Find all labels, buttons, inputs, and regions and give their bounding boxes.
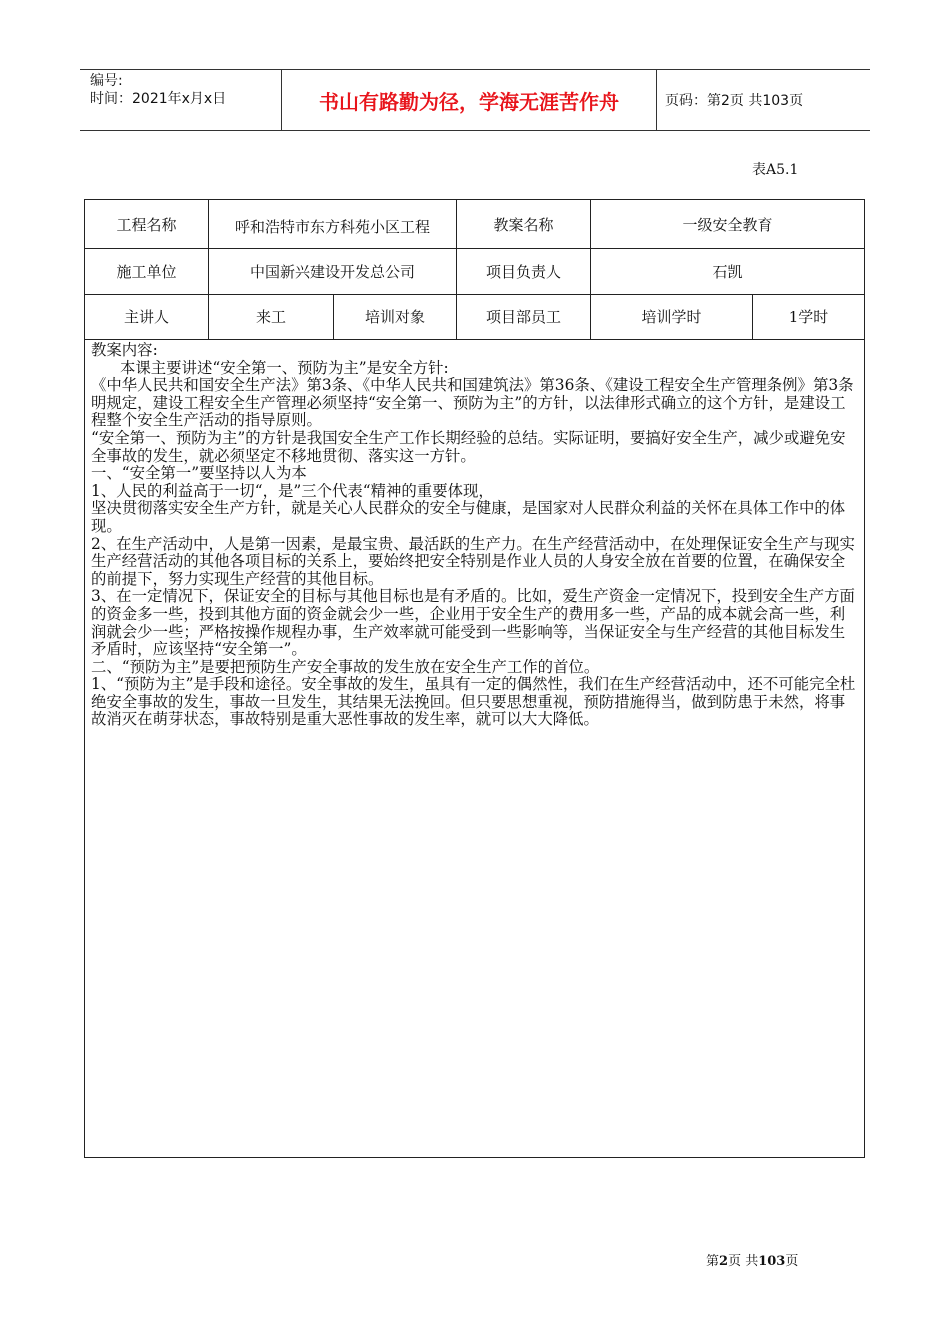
manager-value: 石凯 <box>712 262 743 281</box>
page-header <box>80 69 870 131</box>
lecturer-value: 来工 <box>255 308 286 326</box>
row-divider <box>85 339 864 340</box>
manager-label: 项目负责人 <box>485 262 561 281</box>
page-footer <box>706 1250 798 1269</box>
footer-prefix: 第 <box>706 1254 720 1269</box>
footer-total-pages: 103 <box>758 1254 786 1269</box>
content-paragraph: 1、人民的利益高于一切“，是”三个代表“精神的重要体现， <box>91 481 494 500</box>
lesson-plan-table <box>84 199 865 1158</box>
project-name-value: 呼和浩特市东方科苑小区工程 <box>234 217 430 236</box>
builder-value: 中国新兴建设开发总公司 <box>249 262 415 281</box>
header-meta <box>90 72 280 108</box>
content-paragraph: 二、“预防为主”是要把预防生产安全事故的发生放在安全生产工作的首位。 <box>91 657 600 676</box>
audience-value: 项目部员工 <box>485 308 561 326</box>
hours-value: 1学时 <box>788 308 829 326</box>
content-paragraph: “安全第一、预防为主”的方针是我国安全生产工作长期经验的总结。实际证明，要搞好安全生产，减少或避免安全事故的发生，就必须坚定不移地贯彻、落实这一方针。 <box>91 428 846 465</box>
builder-label: 施工单位 <box>116 262 177 281</box>
date-label: 时间：2021年x月x日 <box>90 91 227 107</box>
content-paragraph: 《中华人民共和国安全生产法》第3条、《中华人民共和国建筑法》第36条、《建设工程安全生产管理条例》第3条明规定，建设工程安全生产管理必须坚持“安全第一、预防为主”的方针，以法律形式确立的这个方针，是建设工程整个安全生产活动的指导原则。 <box>91 376 854 430</box>
audience-label: 培训对象 <box>364 308 425 326</box>
table-number: 表A5.1 <box>752 162 799 178</box>
lesson-content <box>91 342 857 729</box>
content-paragraph: 本课主要讲述“安全第一、预防为主”是安全方针: <box>120 358 449 377</box>
content-paragraph: 1、“预防为主”是手段和途径。安全事故的发生，虽具有一定的偶然性，我们在生产经营活动中，还不可能完全杜绝安全事故的发生，事故一旦发生，其结果无法挽回。但只要思想重视，预防措施得当，做到防患于未然，将事故消灭在萌芽状态，事故特别是重大恶性事故的发生率，就可以大大降低。 <box>91 675 856 729</box>
serial-label: 编号: <box>90 73 123 89</box>
header-motto: 书山有路勤为径，学海无涯苦作舟 <box>281 70 657 130</box>
content-heading: 教案内容: <box>91 341 158 359</box>
content-paragraph: 3、在一定情况下，保证安全的目标与其他目标也是有矛盾的。比如，爱生产资金一定情况下，投到安全生产方面的资金多一些，投到其他方面的资金就会少一些，企业用于安全生产的费用多一些，产品的成本就会高一些，利润就会少一些；严格按操作规程办事，生产效率就可能受到一些影响等，当保证安全与生产经营的其他目标发生矛盾时，应该坚持“安全第一”。 <box>91 587 855 659</box>
header-page-info: 页码：第2页 共103页 <box>665 93 804 109</box>
footer-middle: 页 共 <box>728 1254 759 1269</box>
hours-label: 培训学时 <box>641 308 702 326</box>
content-paragraph: 一、“安全第一”要坚持以人为本 <box>91 464 307 483</box>
lecturer-label: 主讲人 <box>123 308 169 326</box>
lesson-name-label: 教案名称 <box>493 215 554 234</box>
project-name-label: 工程名称 <box>116 215 177 234</box>
content-paragraph: 2、在生产活动中，人是第一因素，是最宝贵、最活跃的生产力。在生产经营活动中，在处理保证安全生产与现实生产经营活动的其他各项目标的关系上，要始终把安全特别是作业人员的人身安全放在首要的位置，在确保安全的前提下，努力实现生产经营的其他目标。 <box>91 534 855 588</box>
footer-suffix: 页 <box>785 1254 799 1269</box>
lesson-name-value: 一级安全教育 <box>682 215 773 234</box>
footer-page-number: 2 <box>719 1254 729 1269</box>
content-paragraph: 坚决贯彻落实安全生产方针，就是关心人民群众的安全与健康，是国家对人民群众利益的关怀在具体工作中的体现。 <box>91 499 846 535</box>
